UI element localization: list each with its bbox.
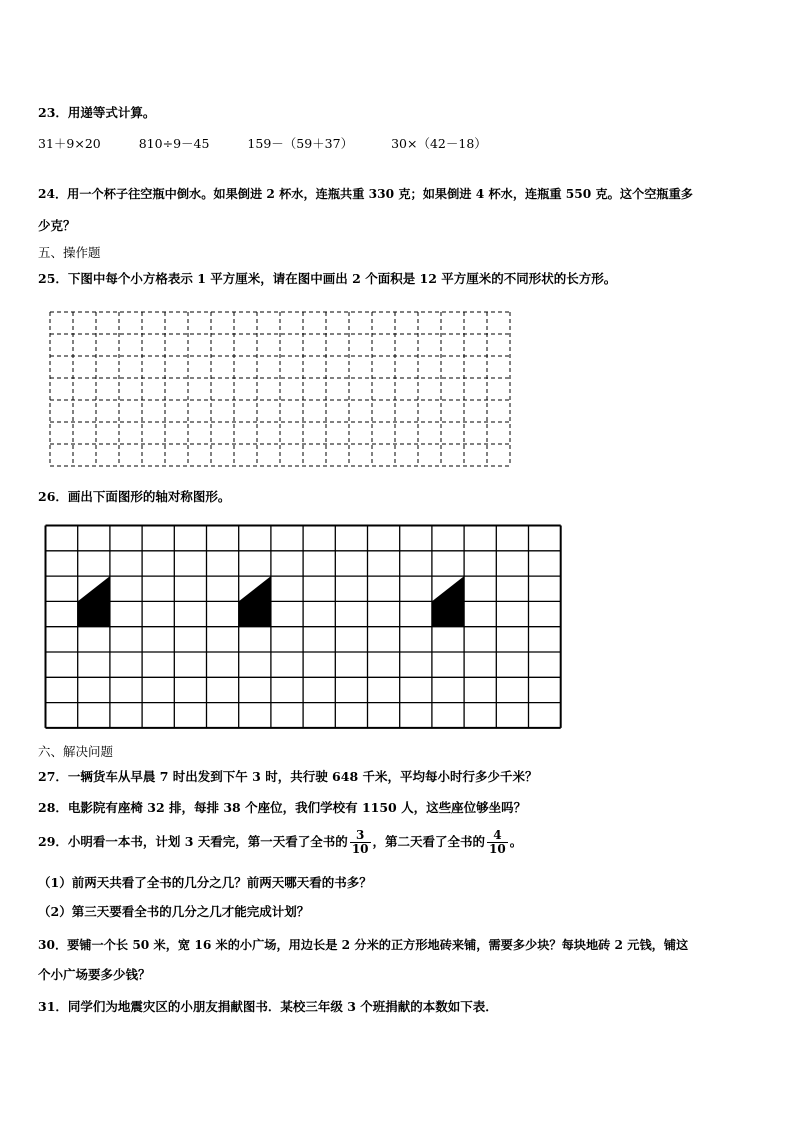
- q29-part1: 29．小明看一本书，计划 3 天看完，第一天看了全书的: [38, 834, 348, 849]
- q27-text: 27．一辆货车从早晨 7 时出发到下午 3 时，共行驶 648 千米，平均每小时行多少千米？: [38, 769, 538, 784]
- fraction-3-10: [350, 829, 371, 856]
- black-trapezoid-shape-1: [78, 576, 110, 627]
- q29-part3: 。: [509, 834, 523, 849]
- q23-expr-4: 30×（42－18）: [391, 136, 487, 151]
- q23-expressions: [38, 136, 521, 152]
- frac1-denominator: 10: [351, 842, 369, 856]
- q29-text: [38, 829, 522, 856]
- section-6-heading: 六、解决问题: [38, 744, 114, 759]
- black-trapezoid-shape-3: [432, 576, 464, 627]
- q25-dashed-grid: [49, 311, 515, 467]
- q30-line2: 个小广场要多少钱？: [38, 967, 151, 982]
- q31-text: 31．同学们为地震灾区的小朋友捐献图书．某校三年级 3 个班捐献的本数如下表．: [38, 999, 498, 1014]
- frac2-numerator: 4: [487, 829, 508, 843]
- q23-title: 23．用递等式计算。: [38, 105, 156, 120]
- q30-line1: 30．要铺一个长 50 米，宽 16 米的小广场，用边长是 2 分米的正方形地砖来铺，需要多少块？每块地砖 2 元钱，铺这: [38, 938, 689, 952]
- frac1-numerator: 3: [350, 829, 371, 843]
- q29-sub2: （2）第三天要看全书的几分之几才能完成计划？: [38, 904, 310, 919]
- q26-text: 26．画出下面图形的轴对称图形。: [38, 489, 231, 504]
- frac2-denominator: 10: [489, 842, 506, 856]
- section-5-heading: 五、操作题: [38, 245, 101, 260]
- q28-text: 28．电影院有座椅 32 排，每排 38 个座位，我们学校有 1150 人，这些座位够坐吗？: [38, 800, 527, 815]
- q26-symmetry-grid: [44, 524, 566, 730]
- q29-sub1: （1）前两天共看了全书的几分之几？前两天哪天看的书多？: [38, 875, 372, 890]
- q25-text: 25．下图中每个小方格表示 1 平方厘米，请在图中画出 2 个面积是 12 平方厘米的不同形状的长方形。: [38, 271, 617, 286]
- fraction-4-10: [487, 829, 508, 856]
- q23-expr-2: 810÷9－45: [138, 136, 210, 151]
- q23-expr-3: 159－（59＋37）: [247, 136, 354, 151]
- q24-line2: 少克？: [38, 218, 76, 233]
- q24-line1: 24．用一个杯子往空瓶中倒水。如果倒进 2 杯水，连瓶共重 330 克；如果倒进 4 杯水，连瓶重 550 克。这个空瓶重多: [38, 187, 693, 201]
- q29-part2: ，第二天看了全书的: [372, 834, 486, 849]
- q23-expr-1: 31＋9×20: [38, 136, 101, 151]
- black-trapezoid-shape-2: [239, 576, 271, 627]
